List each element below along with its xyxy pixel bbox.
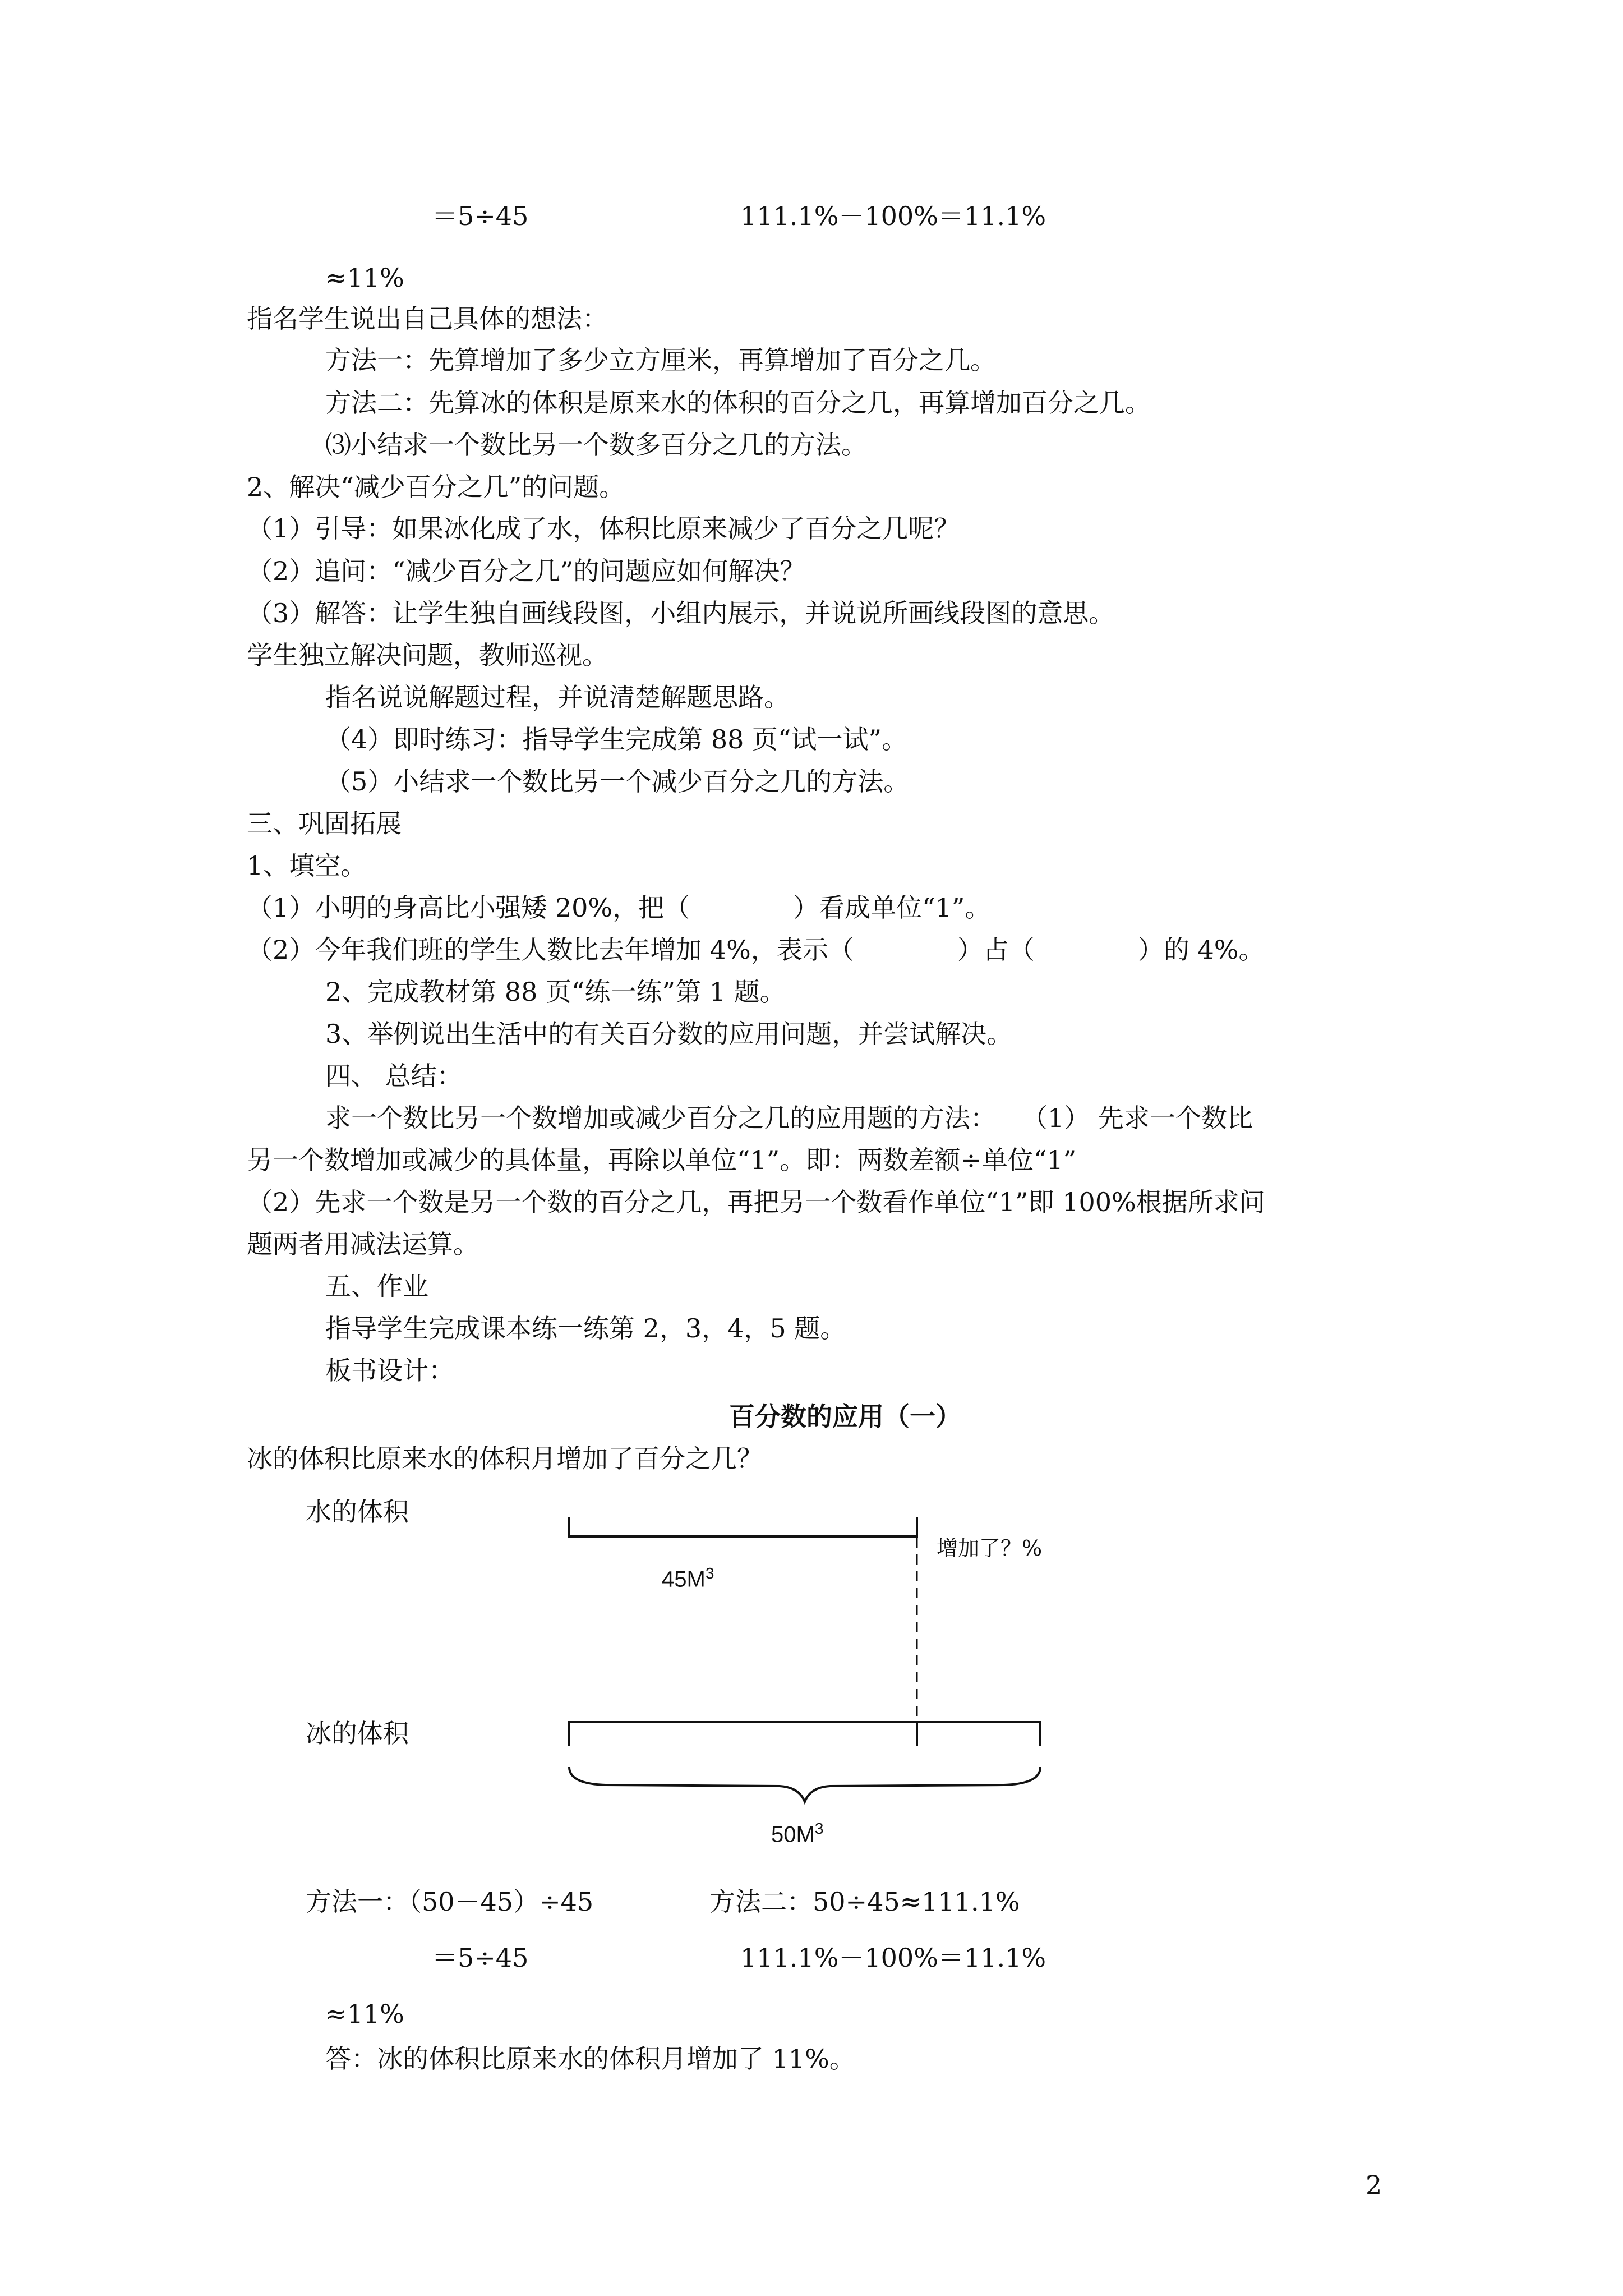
paragraph: （2）先求一个数是另一个数的百分之几，再把另一个数看作单位“1”即 100%根据所求问: [247, 1187, 1265, 1217]
method-one-result: ≈11%: [325, 1999, 404, 2029]
paragraph: 2、解决“减少百分之几”的问题。: [247, 472, 625, 502]
water-45-label: $45M^3$: [662, 1565, 714, 1592]
paragraph: 板书设计：: [325, 1355, 454, 1386]
method-one: 方法一：（50－45）÷45: [306, 1887, 594, 1917]
answer-line: 答：冰的体积比原来水的体积月增加了 11%。: [325, 2044, 855, 2074]
paragraph: 指导学生完成课本练一练第 2，3，4，5 题。: [325, 1313, 846, 1343]
paragraph: （1）引导：如果冰化成了水，体积比原来减少了百分之几呢？: [247, 513, 960, 544]
calc-line-1b: 111.1%－100%＝11.1%: [740, 201, 1046, 231]
ice-volume-label: 冰的体积: [306, 1718, 409, 1749]
method-one-step: ＝5÷45: [432, 1943, 529, 1973]
calc-line-2: ≈11%: [325, 263, 404, 293]
paragraph: 指名学生说出自己具体的想法：: [247, 303, 608, 334]
paragraph: 另一个数增加或减少的具体量，再除以单位“1”。即：两数差额÷单位“1”: [247, 1145, 1077, 1175]
calc-line-1a: ＝5÷45: [432, 201, 529, 231]
method-two: 方法二：50÷45≈111.1%: [709, 1887, 1020, 1917]
paragraph: 题两者用减法运算。: [247, 1229, 479, 1259]
paragraph: 学生独立解决问题，教师巡视。: [247, 640, 608, 670]
paragraph: 方法二：先算冰的体积是原来水的体积的百分之几，再算增加百分之几。: [325, 388, 1151, 418]
paragraph: 1、填空。: [247, 850, 367, 881]
method-two-step: 111.1%－100%＝11.1%: [740, 1943, 1046, 1973]
ice-50-label: $50M^3$: [771, 1820, 824, 1847]
paragraph: 方法一：先算增加了多少立方厘米，再算增加了百分之几。: [325, 345, 996, 375]
brace: [569, 1767, 1040, 1802]
paragraph: （3）解答：让学生独自画线段图，小组内展示，并说说所画线段图的意思。: [247, 598, 1115, 628]
paragraph: （4）即时练习：指导学生完成第 88 页“试一试”。: [325, 724, 908, 754]
increase-label: 增加了？%: [937, 1536, 1043, 1561]
water-volume-label: 水的体积: [306, 1497, 409, 1527]
paragraph: （2）追问：“减少百分之几”的问题应如何解决？: [247, 556, 806, 586]
section-heading: 三、巩固拓展: [247, 808, 402, 839]
paragraph: （1）小明的身高比小强矮 20%，把（ ）看成单位“1”。: [247, 892, 991, 923]
paragraph: 求一个数比另一个数增加或减少百分之几的应用题的方法： （1） 先求一个数比: [325, 1103, 1253, 1133]
paragraph: 3、举例说出生活中的有关百分数的应用问题，并尝试解决。: [325, 1019, 1013, 1049]
paragraph: ⑶小结求一个数比另一个数多百分之几的方法。: [325, 430, 867, 460]
paragraph: 2、完成教材第 88 页“练一练”第 1 题。: [325, 977, 786, 1007]
page-number: 2: [1366, 2170, 1382, 2200]
section-heading: 四、 总结：: [325, 1061, 463, 1091]
board-title: 百分数的应用（一）: [729, 1401, 961, 1432]
paragraph: （5）小结求一个数比另一个减少百分之几的方法。: [325, 766, 910, 797]
paragraph: （2）今年我们班的学生人数比去年增加 4%，表示（ ）占（ ）的 4%。: [247, 935, 1265, 965]
question-line: 冰的体积比原来水的体积月增加了百分之几？: [247, 1443, 763, 1474]
section-heading: 五、作业: [325, 1271, 428, 1301]
paragraph: 指名说说解题过程，并说清楚解题思路。: [325, 682, 790, 712]
